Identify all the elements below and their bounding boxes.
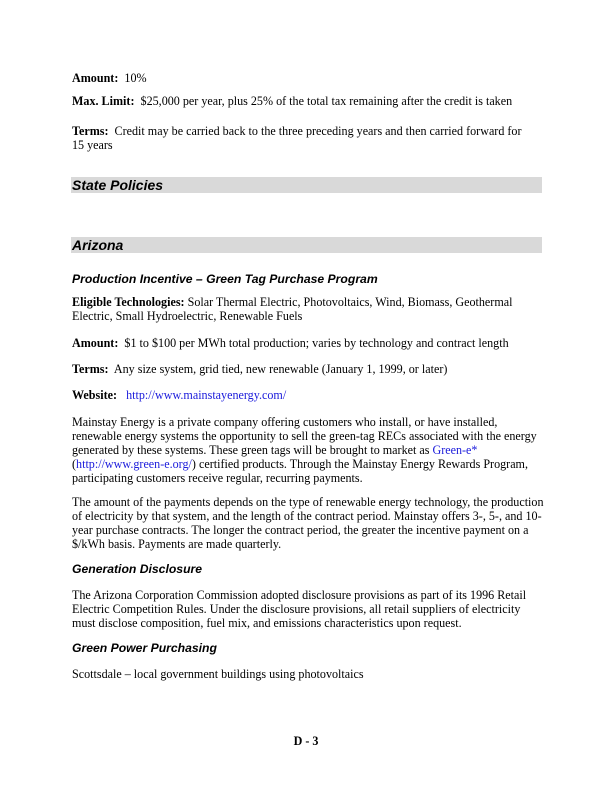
state-heading-arizona: Arizona (71, 237, 542, 253)
amount-label: Amount: (72, 71, 119, 85)
page-number: D - 3 (293, 734, 319, 748)
amount-value: 10% (124, 71, 147, 85)
pi-website-label: Website: (72, 388, 118, 402)
amount-line (72, 71, 544, 85)
pi-terms-value: Any size system, grid tied, new renewable (January 1, 1999, or later) (113, 362, 448, 376)
green-power-title: Green Power Purchasing (72, 641, 217, 655)
terms-value: Credit may be carried back to the three preceding years and then carried forward for 15 years (72, 124, 522, 152)
pi-terms-label: Terms: (72, 362, 109, 376)
terms-line (72, 124, 524, 152)
green-e-url-link[interactable]: http://www.green-e.org/ (76, 457, 192, 471)
para1-text-c: ) certified products. Through the Mainstay Energy Rewards Program, participating customers receive regular, recurring payments. (72, 457, 528, 485)
eligible-label: Eligible Technologies: (72, 295, 185, 309)
pi-amount-value: $1 to $100 per MWh total production; varies by technology and contract length (124, 336, 509, 350)
website-link[interactable]: http://www.mainstayenergy.com/ (126, 388, 287, 402)
production-incentive-title: Production Incentive – Green Tag Purchase Program (72, 272, 378, 286)
max-limit-line (72, 94, 544, 108)
pi-website (72, 388, 544, 402)
para1-paren: ( (72, 457, 77, 471)
green-e-link[interactable]: Green-e* (432, 443, 478, 457)
max-limit-label: Max. Limit: (72, 94, 135, 108)
terms-label: Terms: (72, 124, 109, 138)
pi-paragraph-1 (72, 415, 544, 485)
pi-amount (72, 336, 544, 350)
generation-disclosure-title: Generation Disclosure (72, 562, 203, 576)
generation-disclosure-text: The Arizona Corporation Commission adopted disclosure provisions as part of its 1996 Retail Electric Competition Rules. Under the disclosure provisions, all retail suppliers of electricity must disclose composition, fuel mix, and emissions characteristics upon request. (72, 588, 527, 630)
pi-paragraph-2: The amount of the payments depends on the type of renewable energy technology, the production of electricity by that system, and the length of the contract period. Mainstay offers 3-, 5-, and 10-year purchase contracts. The longer the contract period, the greater the incentive payment on a $/kWh basis. Payments are made quarterly. (72, 495, 544, 551)
eligible-value: Solar Thermal Electric, Photovoltaics, Wind, Biomass, Geothermal Electric, Small Hydroelectric, Renewable Fuels (72, 295, 513, 323)
max-limit-value: $25,000 per year, plus 25% of the total tax remaining after the credit is taken (140, 94, 513, 108)
eligible-technologies (72, 295, 522, 323)
para1-text-a: Mainstay Energy is a private company offering customers who install, or have installed, renewable energy systems the opportunity to sell the green-tag RECs associated with the energy generated by these systems. These green tags will be brought to market as (72, 415, 537, 457)
pi-amount-label: Amount: (72, 336, 119, 350)
section-heading-state-policies: State Policies (71, 177, 542, 193)
pi-terms (72, 362, 544, 376)
green-power-text: Scottsdale – local government buildings using photovoltaics (72, 667, 364, 681)
